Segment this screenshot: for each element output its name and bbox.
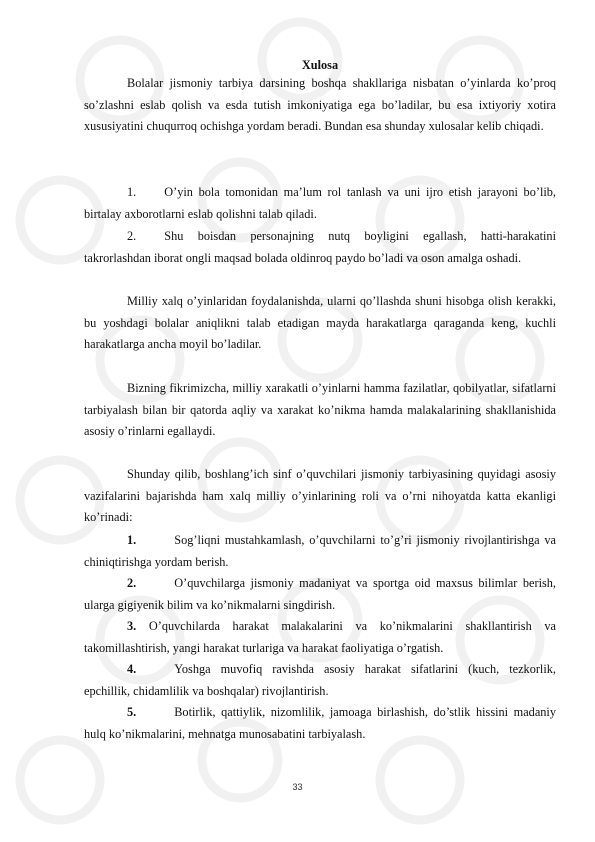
- list-item-text: Botirlik, qattiylik, nizomlilik, jamoaga birlashish, do’stlik hissini madaniy hulq ko’nikmalarini, mehnatga munosabatini tarbiyalash.: [84, 705, 556, 741]
- list-number: 1.: [127, 185, 137, 199]
- list-item-text: Sog’liqni mustahkamlash, o’quvchilarni to’g’ri jismoniy rivojlantirishga va chiniqtirishga yordam berish.: [84, 533, 556, 569]
- paragraph-text: Milliy xalq o’yinlaridan foydalanishda, ularni qo’llashda shuni hisobga olish kerakki, bu yoshdagi bolalar aniqlikni talab etadigan mayda harakatlarga qaraganda keng, kuchli harakatlarga ancha moyil bo’ladilar.: [84, 294, 556, 352]
- list-item-text: O’yin bola tomonidan ma’lum rol tanlash va uni ijro etish jarayoni bo’lib, birtalay axborotlarni eslab qolishni talab qiladi.: [84, 185, 556, 221]
- task-item-1: [84, 530, 556, 573]
- list-number: 2.: [127, 576, 137, 590]
- task-item-3: [84, 616, 556, 659]
- paragraph-text: Bolalar jismoniy tarbiya darsining boshqa shakllariga nisbatan o’yinlarda ko’proq so’zlashni eslab qolish va esda tutish imkoniyatiga ega bo’ladilar, bu esa ixtiyoriy xotira xususiyatini chuqurroq ochishga yordam beradi. Bundan esa shunday xulosalar kelib chiqadi.: [84, 76, 556, 134]
- paragraph-text: Shunday qilib, boshlang’ich sinf o’quvchilari jismoniy tarbiyasining quyidagi asosiy vazifalarini bajarishda ham xalq milliy o’yinlarining roli va o’rni nihoyatda katta ekanligi ko’rinadi:: [84, 467, 556, 525]
- task-item-5: [84, 702, 556, 745]
- list-number: 3.: [127, 619, 137, 633]
- paragraph-intro: [84, 73, 556, 138]
- task-item-4: [84, 659, 556, 702]
- document-title: Xulosa: [301, 58, 339, 72]
- list-number: 1.: [127, 533, 137, 547]
- list-number: 4.: [127, 662, 137, 676]
- task-item-2: [84, 573, 556, 616]
- paragraph-text: Bizning fikrimizcha, milliy xarakatli o’yinlarni hamma fazilatlar, qobilyatlar, sifatlarni tarbiyalash bilan bir qatorda aqliy va xarakat ko’nikma hamda malakalarining shakllanishida asosiy o’rinlarni egallaydi.: [84, 381, 556, 439]
- list-item-text: Yoshga muvofiq ravishda asosiy harakat sifatlarini (kuch, tezkorlik, epchillik, chidamlilik va boshqalar) rivojlantirish.: [84, 662, 556, 698]
- paragraph-fikrimizcha: [84, 378, 556, 443]
- list-item-1: [84, 182, 556, 225]
- list-number: 5.: [127, 705, 137, 719]
- list-item-text: O’quvchilarga jismoniy madaniyat va sportga oid maxsus bilimlar berish, ularga gigiyenik bilim va ko’nikmalarni singdirish.: [84, 576, 556, 612]
- paragraph-milliy: [84, 291, 556, 356]
- list-item-text: O’quvchilarda harakat malakalarini va ko’nikmalarini shakllantirish va takomillashtirish, yangi harakat turlariga va harakat faoliyatiga o’rgatish.: [84, 619, 556, 655]
- list-item-2: [84, 226, 556, 269]
- list-number: 2.: [127, 229, 137, 243]
- paragraph-shunday: [84, 464, 556, 529]
- list-item-text: Shu boisdan personajning nutq boyligini egallash, hatti-harakatini takrorlashdan iborat ongli maqsad bolada oldinroq paydo bo’ladi va oson amalga oshadi.: [84, 229, 556, 265]
- page-number: 33: [292, 782, 303, 792]
